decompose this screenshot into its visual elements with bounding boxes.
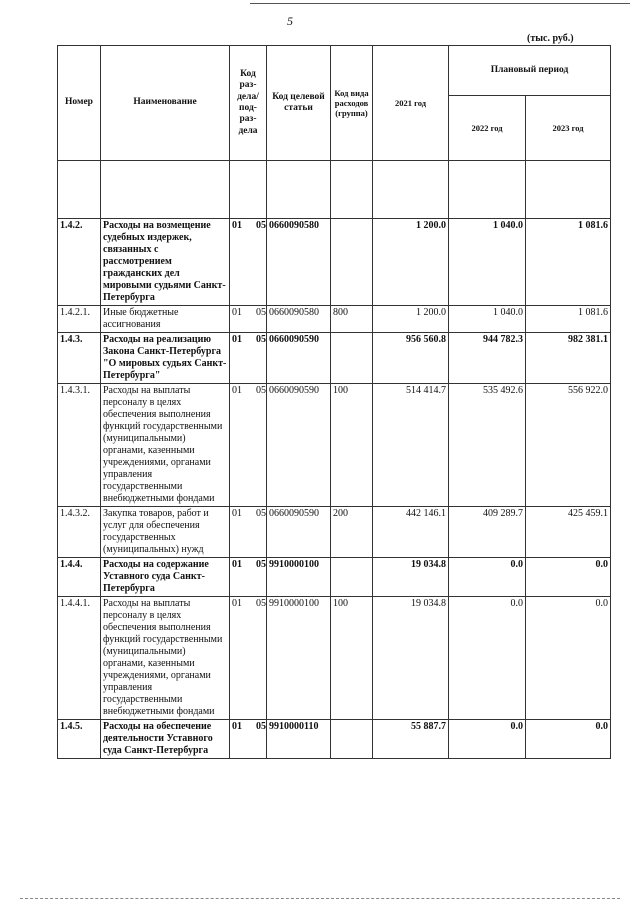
row-amount-2023: 1 081.6 [526, 306, 611, 333]
row-razdel-code: 01 [232, 508, 242, 519]
row-number: 1.4.2. [58, 219, 101, 306]
row-amount-2023: 0.0 [526, 558, 611, 597]
row-amount-2023: 425 459.1 [526, 507, 611, 558]
row-podrazdel-code: 05 [256, 559, 266, 570]
row-target-code: 0660090580 [267, 219, 331, 306]
row-name: Расходы на выплаты персоналу в целях обеспечения выполнения функций государственными (муниципальными) органами, казенными учреждениями, органами управления государственными внебюджетными фондами [101, 597, 230, 720]
row-amount-2022: 0.0 [449, 597, 526, 720]
row-number: 1.4.3. [58, 333, 101, 384]
row-target-code: 9910000110 [267, 720, 331, 759]
row-target-code: 0660090590 [267, 333, 331, 384]
row-razdel-code: 01 [232, 721, 242, 732]
row-number: 1.4.2.1. [58, 306, 101, 333]
row-amount-2022: 1 040.0 [449, 219, 526, 306]
header-year-2023: 2023 год [526, 95, 611, 160]
row-amount-2023: 982 381.1 [526, 333, 611, 384]
row-podrazdel-code: 05 [256, 307, 266, 318]
row-podrazdel-code: 05 [256, 508, 266, 519]
row-number: 1.4.4. [58, 558, 101, 597]
row-podrazdel-code: 05 [256, 220, 266, 231]
header-planned-period: Плановый период [449, 46, 611, 96]
table-row [58, 597, 611, 720]
row-amount-2021: 442 146.1 [373, 507, 449, 558]
bottom-rule [20, 898, 620, 899]
row-razdel [230, 333, 267, 384]
table-row [58, 333, 611, 384]
row-expense-type [331, 558, 373, 597]
row-amount-2021: 514 414.7 [373, 384, 449, 507]
row-amount-2023: 0.0 [526, 597, 611, 720]
row-expense-type: 100 [331, 597, 373, 720]
row-amount-2021: 1 200.0 [373, 306, 449, 333]
row-razdel-code: 01 [232, 385, 242, 396]
header-name: Наименование [101, 46, 230, 161]
row-amount-2022: 1 040.0 [449, 306, 526, 333]
row-expense-type: 800 [331, 306, 373, 333]
row-amount-2023: 0.0 [526, 720, 611, 759]
row-razdel-code: 01 [232, 334, 242, 345]
row-podrazdel-code: 05 [256, 721, 266, 732]
row-name: Расходы на реализацию Закона Санкт-Петербурга "О мировых судьях Санкт-Петербурга" [101, 333, 230, 384]
row-amount-2021: 1 200.0 [373, 219, 449, 306]
row-number: 1.4.4.1. [58, 597, 101, 720]
budget-table [57, 45, 611, 759]
header-expense-type: Код вида расходов (группа) [331, 46, 373, 161]
row-expense-type [331, 333, 373, 384]
row-amount-2023: 556 922.0 [526, 384, 611, 507]
row-expense-type [331, 720, 373, 759]
row-amount-2023: 1 081.6 [526, 219, 611, 306]
row-razdel [230, 219, 267, 306]
row-razdel [230, 558, 267, 597]
row-razdel [230, 306, 267, 333]
row-razdel-code: 01 [232, 307, 242, 318]
row-target-code: 0660090590 [267, 507, 331, 558]
row-amount-2021: 55 887.7 [373, 720, 449, 759]
row-name: Расходы на выплаты персоналу в целях обеспечения выполнения функций государственными (муниципальными) органами, казенными учреждениями, органами управления государственными внебюджетными фондами [101, 384, 230, 507]
table-row [58, 306, 611, 333]
row-razdel [230, 720, 267, 759]
row-amount-2021: 19 034.8 [373, 597, 449, 720]
row-podrazdel-code: 05 [256, 385, 266, 396]
header-year-2021: 2021 год [373, 46, 449, 161]
header-razdel: Код раз-дела/ под-раз-дела [230, 46, 267, 161]
row-name: Расходы на обеспечение деятельности Уставного суда Санкт-Петербурга [101, 720, 230, 759]
row-amount-2021: 19 034.8 [373, 558, 449, 597]
table-row [58, 219, 611, 306]
header-year-2022: 2022 год [449, 95, 526, 160]
table-row [58, 384, 611, 507]
header-number: Номер [58, 46, 101, 161]
row-amount-2022: 409 289.7 [449, 507, 526, 558]
row-name: Расходы на содержание Уставного суда Санкт-Петербурга [101, 558, 230, 597]
row-name: Закупка товаров, работ и услуг для обеспечения государственных (муниципальных) нужд [101, 507, 230, 558]
row-podrazdel-code: 05 [256, 334, 266, 345]
row-amount-2021: 956 560.8 [373, 333, 449, 384]
row-razdel [230, 507, 267, 558]
row-razdel-code: 01 [232, 220, 242, 231]
row-name: Расходы на возмещение судебных издержек, связанных с рассмотрением гражданских дел мировыми судьями Санкт-Петербурга [101, 219, 230, 306]
header-target: Код целевой статьи [267, 46, 331, 161]
spacer-row [58, 161, 611, 219]
row-amount-2022: 0.0 [449, 720, 526, 759]
units-label: (тыс. руб.) [527, 33, 574, 44]
row-number: 1.4.3.1. [58, 384, 101, 507]
row-expense-type [331, 219, 373, 306]
table-row [58, 720, 611, 759]
row-expense-type: 100 [331, 384, 373, 507]
table-row [58, 507, 611, 558]
row-razdel [230, 384, 267, 507]
top-rule [250, 3, 630, 4]
row-razdel-code: 01 [232, 598, 242, 609]
row-expense-type: 200 [331, 507, 373, 558]
table-row [58, 558, 611, 597]
row-number: 1.4.5. [58, 720, 101, 759]
row-number: 1.4.3.2. [58, 507, 101, 558]
row-amount-2022: 944 782.3 [449, 333, 526, 384]
row-target-code: 9910000100 [267, 558, 331, 597]
row-podrazdel-code: 05 [256, 598, 266, 609]
row-razdel-code: 01 [232, 559, 242, 570]
row-razdel [230, 597, 267, 720]
row-target-code: 0660090580 [267, 306, 331, 333]
row-amount-2022: 0.0 [449, 558, 526, 597]
row-target-code: 9910000100 [267, 597, 331, 720]
row-name: Иные бюджетные ассигнования [101, 306, 230, 333]
page-number: 5 [287, 14, 293, 28]
row-amount-2022: 535 492.6 [449, 384, 526, 507]
row-target-code: 0660090590 [267, 384, 331, 507]
